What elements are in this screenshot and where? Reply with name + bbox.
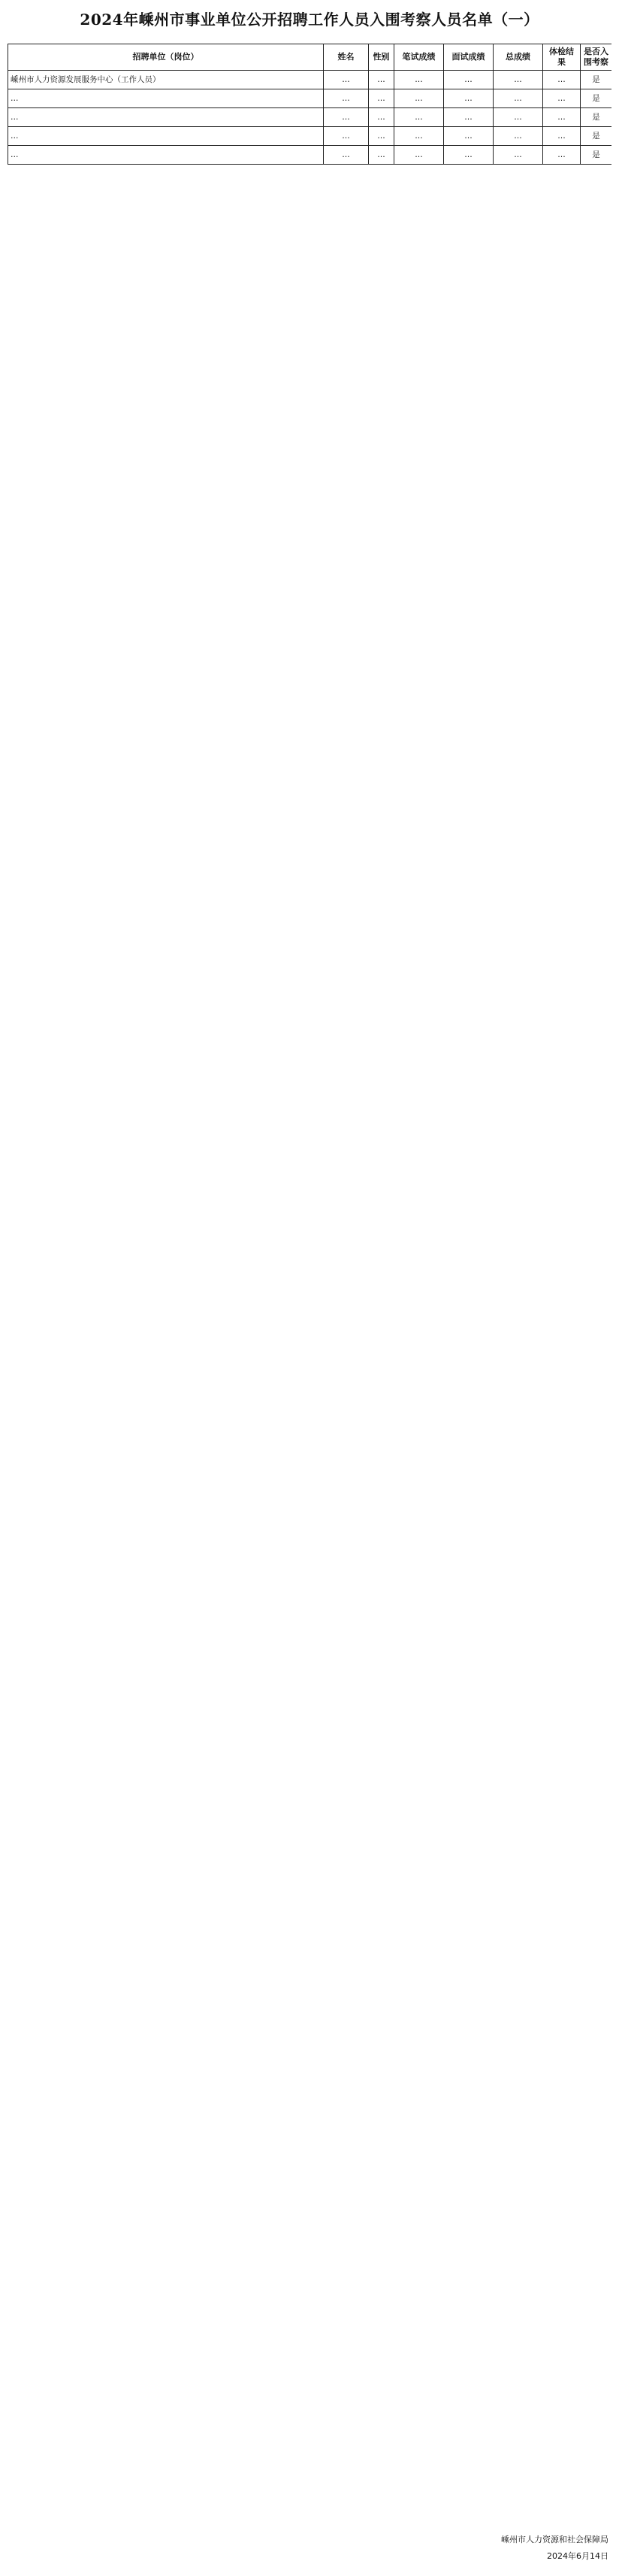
cell-shortlisted: 是	[581, 89, 612, 108]
cell-interview-score: …	[444, 89, 494, 108]
cell-unit: 嵊州市人力资源发展服务中心（工作人员）	[8, 71, 324, 89]
cell-total-score: …	[494, 127, 543, 146]
cell-physical-exam: …	[543, 127, 581, 146]
cell-interview-score: …	[444, 71, 494, 89]
cell-physical-exam: …	[543, 89, 581, 108]
cell-written-score: …	[394, 89, 444, 108]
header-name: 姓名	[324, 44, 369, 71]
cell-shortlisted: 是	[581, 108, 612, 127]
header-gender: 性别	[369, 44, 394, 71]
table-row	[8, 89, 612, 108]
cell-name: …	[324, 127, 369, 146]
cell-name: …	[324, 108, 369, 127]
cell-gender: …	[369, 108, 394, 127]
cell-total-score: …	[494, 108, 543, 127]
table-body	[8, 71, 612, 165]
cell-gender: …	[369, 89, 394, 108]
cell-physical-exam: …	[543, 108, 581, 127]
page-title: 2024年嵊州市事业单位公开招聘工作人员入围考察人员名单（一）	[80, 11, 539, 29]
cell-unit: …	[8, 89, 324, 108]
header-total-score: 总成绩	[494, 44, 543, 71]
cell-name: …	[324, 71, 369, 89]
cell-gender: …	[369, 146, 394, 165]
issue-date: 2024年6月14日	[547, 2551, 608, 2561]
cell-shortlisted: 是	[581, 127, 612, 146]
header-shortlisted: 是否入围考察	[581, 44, 612, 71]
cell-interview-score: …	[444, 146, 494, 165]
cell-interview-score: …	[444, 127, 494, 146]
cell-interview-score: …	[444, 108, 494, 127]
cell-total-score: …	[494, 89, 543, 108]
cell-unit: …	[8, 127, 324, 146]
cell-total-score: …	[494, 71, 543, 89]
header-interview-score: 面试成绩	[444, 44, 494, 71]
table-row	[8, 127, 612, 146]
candidate-table	[8, 44, 611, 165]
cell-total-score: …	[494, 146, 543, 165]
cell-written-score: …	[394, 127, 444, 146]
cell-name: …	[324, 89, 369, 108]
cell-name: …	[324, 146, 369, 165]
table-row	[8, 71, 612, 89]
candidate-table-wrapper	[8, 44, 611, 2517]
cell-written-score: …	[394, 71, 444, 89]
cell-shortlisted: 是	[581, 71, 612, 89]
cell-written-score: …	[394, 108, 444, 127]
cell-unit: …	[8, 146, 324, 165]
table-row	[8, 146, 612, 165]
cell-physical-exam: …	[543, 71, 581, 89]
cell-gender: …	[369, 71, 394, 89]
header-written-score: 笔试成绩	[394, 44, 444, 71]
issuer-label: 嵊州市人力资源和社会保障局	[501, 2535, 608, 2544]
header-physical-exam: 体检结果	[543, 44, 581, 71]
cell-written-score: …	[394, 146, 444, 165]
cell-physical-exam: …	[543, 146, 581, 165]
table-header-row	[8, 44, 612, 71]
cell-shortlisted: 是	[581, 146, 612, 165]
table-row	[8, 108, 612, 127]
header-unit: 招聘单位（岗位）	[8, 44, 324, 71]
cell-unit: …	[8, 108, 324, 127]
cell-gender: …	[369, 127, 394, 146]
